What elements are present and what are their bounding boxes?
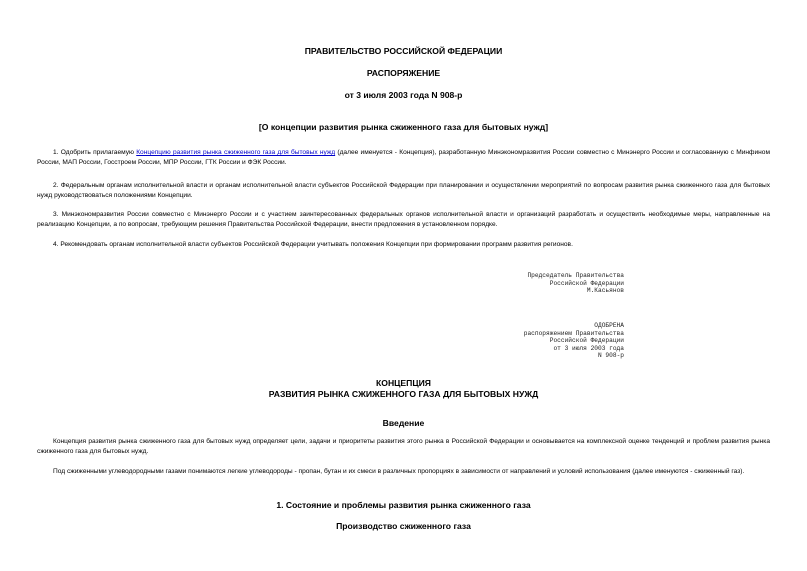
paragraph-1-start: 1. Одобрить прилагаемую bbox=[53, 149, 137, 156]
document-subject: [О концепции развития рынка сжиженного газа для бытовых нужд] bbox=[258, 122, 549, 132]
concept-link[interactable]: Концепцию развития рынка сжиженного газа для бытовых нужд bbox=[136, 149, 336, 156]
intro-heading: Введение bbox=[382, 418, 425, 428]
concept-subtitle: РАЗВИТИЯ РЫНКА СЖИЖЕННОГО ГАЗА ДЛЯ БЫТОВЫХ НУЖД bbox=[268, 389, 539, 399]
approval-line: от 3 июля 2003 года bbox=[553, 344, 624, 352]
signature-line: Председатель Правительства bbox=[527, 272, 624, 279]
intro-paragraph-1: Концепция развития рынка сжиженного газа для бытовых нужд определяет цели, задачи и приоритеты развития этого рынка в Российской Федерации и основывается на комплексной оценке тенденций и проблем развития рынка сжиженного газа для бытовых нужд. bbox=[37, 438, 770, 455]
document-date-number: от 3 июля 2003 года N 908-р bbox=[344, 90, 463, 100]
approval-line: Российской Федерации bbox=[549, 337, 624, 345]
concept-title: КОНЦЕПЦИЯ bbox=[376, 378, 431, 388]
section-1-heading: 1. Состояние и проблемы развития рынка сжиженного газа bbox=[276, 500, 531, 510]
paragraph-4: 4. Рекомендовать органам исполнительной власти субъектов Российской Федерации учитывать положения Концепции при формировании программ развития регионов. bbox=[53, 241, 573, 248]
signature-block bbox=[527, 272, 624, 295]
government-heading: ПРАВИТЕЛЬСТВО РОССИЙСКОЙ ФЕДЕРАЦИИ bbox=[304, 46, 503, 56]
signature-line: М.Касьянов bbox=[586, 287, 624, 295]
paragraph-1-end: (далее именуется - Концепция), разработанную Минэкономразвития России совместно с Минэнерго России и согласованную с Минфином России, МАП России, Госстроем России, МПР России, ГТК России и ФЭК России. bbox=[37, 149, 770, 166]
paragraph-2: 2. Федеральным органам исполнительной власти и органам исполнительной власти субъектов Российской Федерации при планировании и осуществлении мероприятий по вопросам развития рынка сжиженного газа для бытовых нужд руководствоваться положениями Концепции. bbox=[37, 182, 770, 199]
approval-line: распоряжением Правительства bbox=[523, 329, 624, 337]
paragraph-1 bbox=[37, 148, 770, 168]
approval-block bbox=[524, 322, 624, 360]
document-type: РАСПОРЯЖЕНИЕ bbox=[366, 68, 441, 78]
signature-line: Российской Федерации bbox=[549, 279, 624, 287]
paragraph-3: 3. Минэкономразвития России совместно с Минэнерго России и с участием заинтересованных федеральных органов исполнительной власти и организаций разработать и осуществить необходимые меры, направленные на реализацию Концепции, а по вопросам, требующим решения Правительства Российской Федерации, внести предложения в установленном порядке. bbox=[37, 211, 770, 228]
subsection-heading: Производство сжиженного газа bbox=[336, 521, 471, 531]
intro-paragraph-2: Под сжиженными углеводородными газами понимаются легкие углеводороды - пропан, бутан и их смеси в различных пропорциях в зависимости от направлений и условий использования (далее именуются - сжиженный газ). bbox=[53, 468, 745, 475]
approval-line: ОДОБРЕНА bbox=[594, 322, 624, 329]
approval-line: N 908-р bbox=[598, 352, 624, 360]
